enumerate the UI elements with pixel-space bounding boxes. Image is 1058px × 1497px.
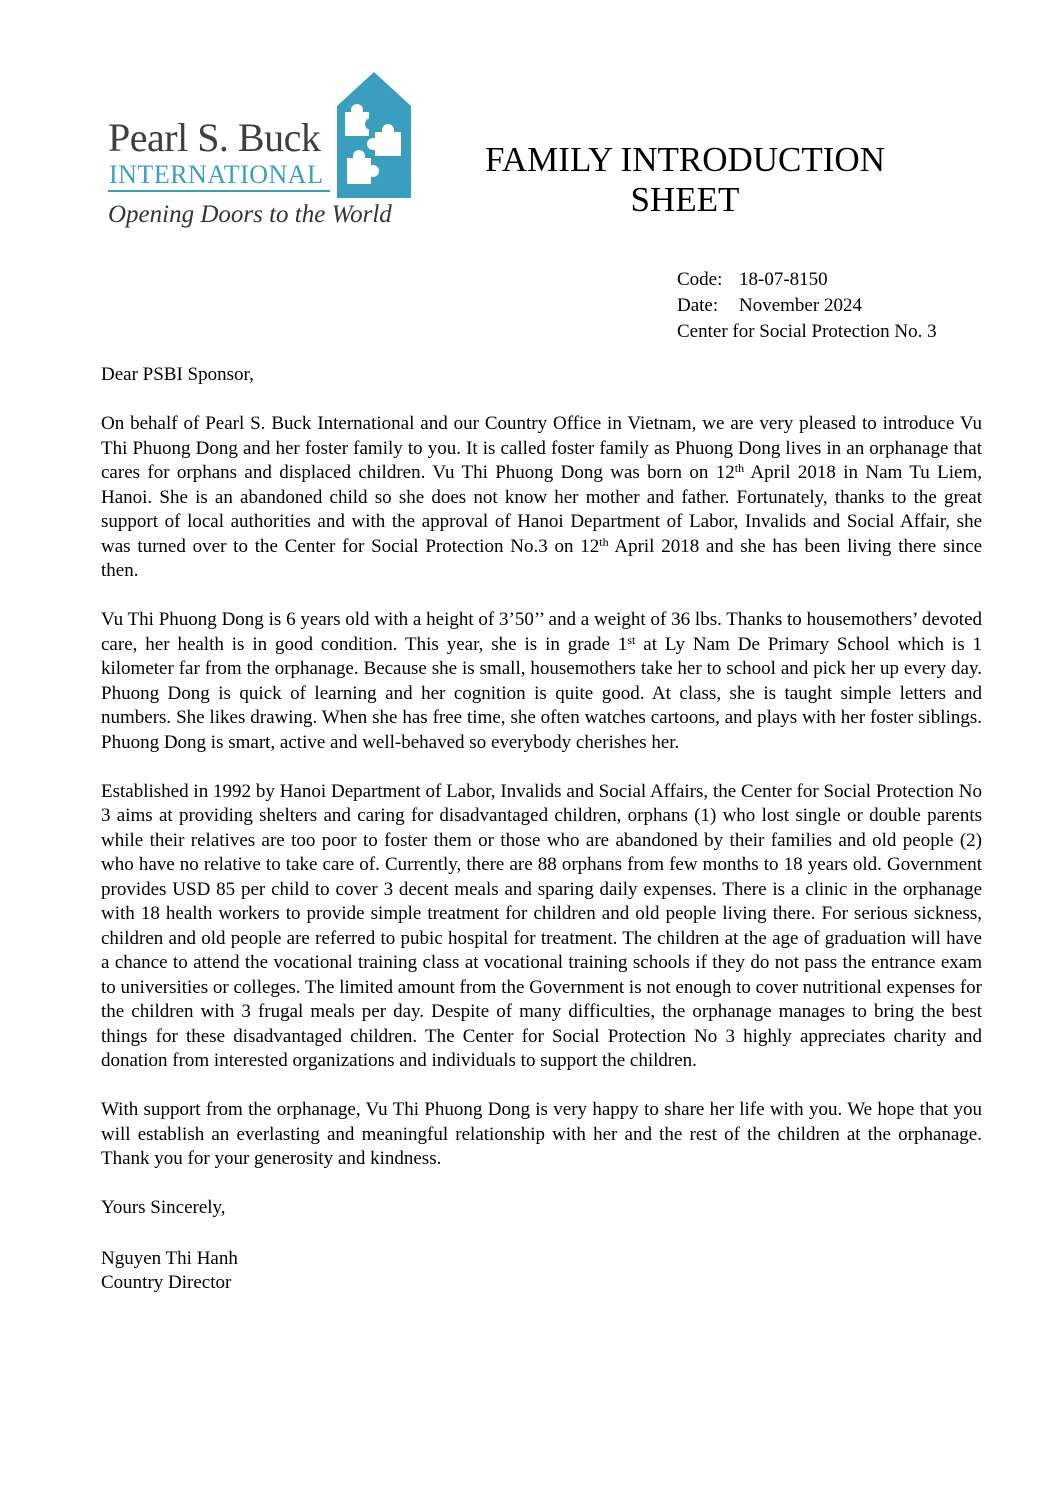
signer-title: Country Director [101, 1272, 232, 1293]
paragraph-2-text-a: Vu Thi Phuong Dong is 6 years old with a height of 3’50’’ and a weight of 36 lbs. Thanks to housemothers’ devoted care, her health is in good condition. This year, she is in grade 1 [101, 609, 982, 655]
title-line-1: FAMILY INTRODUCTION [485, 140, 885, 179]
center-name: Center for Social Protection No. 3 [677, 321, 937, 342]
ordinal-suffix: th [734, 461, 745, 475]
logo-org-name: Pearl S. Buck [108, 115, 321, 160]
code-label: Code: [677, 269, 723, 290]
paragraph-1-text-a: On behalf of Pearl S. Buck International and our Country Office in Vietnam, we are very pleased to introduce Vu Thi Phuong Dong and her foster family to you. It is called foster family as Phuong Dong lives in an orphanage that cares for orphans and displaced children. Vu Thi Phuong Dong was born on 12 [101, 413, 982, 483]
salutation: Dear PSBI Sponsor, [101, 364, 254, 385]
document-title [470, 140, 900, 220]
ordinal-suffix: th [599, 534, 609, 549]
logo-divider [108, 190, 330, 192]
closing: Yours Sincerely, [101, 1197, 226, 1218]
logo-tagline: Opening Doors to the World [108, 201, 392, 228]
date-value: November 2024 [739, 295, 862, 316]
title-line-2: SHEET [630, 180, 740, 219]
paragraph-2 [101, 608, 982, 755]
date-label: Date: [677, 295, 719, 316]
paragraph-1-text-c: April 2018 and she has been living there since then. [101, 535, 983, 581]
document-meta [677, 267, 937, 345]
signer-name: Nguyen Thi Hanh [101, 1247, 238, 1269]
code-value: 18-07-8150 [739, 269, 828, 290]
org-logo [0, 0, 420, 240]
paragraph-1 [101, 412, 982, 584]
paragraph-3: Established in 1992 by Hanoi Department of Labor, Invalids and Social Affairs, the Center for Social Protection No 3 aims at providing shelters and caring for disadvantaged children, orphans (1) who lost single or double parents while their relatives are too poor to foster them or those who are abandoned by their families and old people (2) who have no relative to take care of. Currently, there are 88 orphans from few months to 18 years old. Government provides USD 85 per child to cover 3 decent meals and sparing daily expenses. There is a clinic in the orphanage with 18 health workers to provide simple treatment for children and old people living there. For serious sickness, children and old people are referred to pubic hospital for treatment. The children at the age of graduation will have a chance to attend the vocational training class at vocational training schools if they do not pass the entrance exam to universities or colleges. The limited amount from the Government is not enough to cover nutritional expenses for the children with 3 frugal meals per day. Despite of many difficulties, the orphanage manages to bring the best things for these disadvantaged children. The Center for Social Protection No 3 highly appreciates charity and donation from interested organizations and individuals to support the children. [101, 780, 982, 1071]
letter-body [101, 363, 982, 1296]
paragraph-4: With support from the orphanage, Vu Thi Phuong Dong is very happy to share her life with you. We hope that you will establish an everlasting and meaningful relationship with her and the rest of the children at the orphanage. Thank you for your generosity and kindness. [101, 1099, 982, 1169]
code-row [677, 267, 937, 293]
logo-org-subtitle: INTERNATIONAL [109, 160, 324, 189]
date-row [677, 293, 937, 319]
signature-block [101, 1247, 982, 1296]
paragraph-1-text-b: April 2018 in Nam Tu Liem, Hanoi. She is an abandoned child so she does not know her mother and father. Fortunately, thanks to the great support of local authorities and with the approval of Hanoi Department of Labor, Invalids and Social Affair, she was turned over to the Center for Social Protection No.3 on 12 [101, 462, 982, 557]
puzzle-house-icon [337, 72, 411, 198]
paragraph-2-text-b: at Ly Nam De Primary School which is 1 kilometer far from the orphanage. Because she is small, housemothers take her to school and pick her up every day. Phuong Dong is quick of learning and her cognition is quite good. At class, she is taught simple letters and numbers. She likes drawing. When she has free time, she often watches cartoons, and plays with her foster siblings. Phuong Dong is smart, active and well-behaved so everybody cherishes her. [101, 633, 982, 753]
ordinal-suffix: st [627, 632, 636, 647]
